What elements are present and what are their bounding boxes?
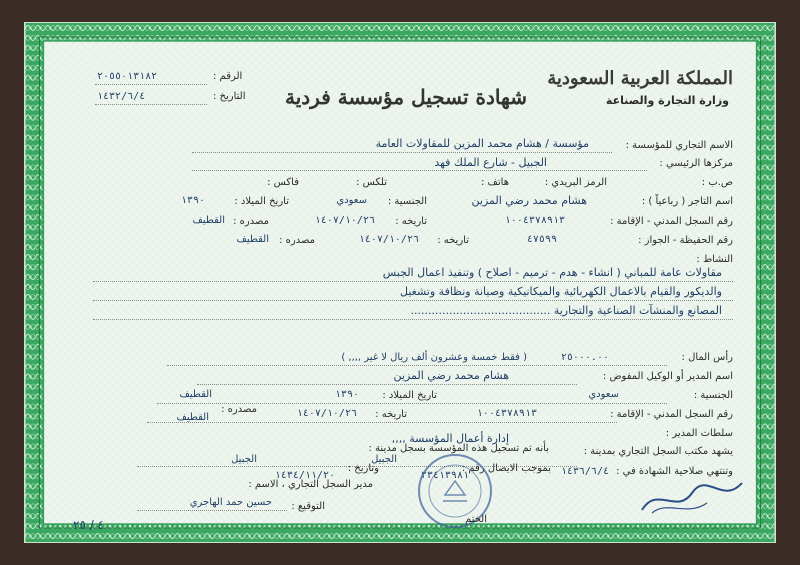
reg-number-label: بموجب الايصال رقم : <box>461 463 551 474</box>
capital-words: ( فقط خمسة وعشرون ألف ريال لا غير ,,,, ) <box>341 352 527 363</box>
family-source-label: مصدره : <box>279 235 315 246</box>
manager-birth-label: تاريخ الميلاد : <box>382 390 437 401</box>
manager-nationality-label: الجنسية : <box>693 390 733 401</box>
reg-number-value: ٢٣٤١٣٩٨١ <box>420 470 469 481</box>
director-underline <box>137 510 287 511</box>
director-label: مدير السجل التجاري ، الاسم : <box>248 479 373 490</box>
manager-name-label: اسم المدير أو الوكيل المفوض : <box>602 371 733 382</box>
activity-line-2: والديكور والقيام بالاعمال الكهربائية والميكانيكية وصيانة ونظافة وتشغيل <box>400 285 722 298</box>
merchant-birth-value: ١٣٩٠ <box>180 195 205 206</box>
director-signature <box>637 475 747 520</box>
family-date-label: تاريخه : <box>437 235 469 246</box>
po-box-label: ص.ب : <box>701 177 733 188</box>
manager-powers-label: سلطات المدير : <box>665 428 733 439</box>
number-value: ٢٠٥٥٠١٣١٨٢ <box>97 71 158 82</box>
office-label: يشهد مكتب السجل التجاري بمدينة : <box>583 446 733 457</box>
manager-nationality-value: سعودي <box>588 389 619 400</box>
merchant-civil-label: رقم السجل المدني - الإقامة : <box>610 216 733 227</box>
certificate-title: شهادة تسجيل مؤسسة فردية <box>284 85 527 109</box>
manager-civil-source-label: مصدره : <box>221 404 257 415</box>
family-card-label: رقم الحفيظة - الجواز : <box>638 235 733 246</box>
activity-underline-1 <box>93 281 733 282</box>
expiry-value: ١٤٣٦/٦/٤ <box>560 466 609 477</box>
main-center-value: الجبيل - شارع الملك فهد <box>434 156 547 169</box>
merchant-civil-source-value: القطيف <box>192 215 225 226</box>
manager-powers-value: إدارة أعمال المؤسسة ,,,, <box>391 432 509 445</box>
activity-line-1: مقاولات عامة للمباني ( انشاء - هدم - ترميم - اصلاح ) وتنفيذ اعمال الجبس <box>382 266 722 279</box>
capital-amount: ٢٥٠٠٠.٠٠ <box>560 352 609 363</box>
trade-name-underline <box>192 152 612 153</box>
merchant-civil-date-value: ١٤٠٧/١٠/٢٦ <box>314 215 375 226</box>
seal-label: الختم <box>465 514 487 525</box>
main-center-underline <box>192 170 647 171</box>
office-value: الجبيل <box>371 454 397 465</box>
activity-label: النشاط : <box>696 254 733 265</box>
family-card-value: ٤٧٥٩٩ <box>526 234 557 245</box>
manager-birth-value: ١٣٩٠ <box>334 389 359 400</box>
manager-civil-value: ١٠٠٤٣٧٨٩١٣ <box>476 408 537 419</box>
manager-civil-underline <box>147 422 617 423</box>
capital-label: رأس المال : <box>681 352 733 363</box>
manager-name-underline <box>197 384 577 385</box>
manager-civil-date-label: تاريخه : <box>375 409 407 420</box>
manager-civil-source-value: القطيف <box>176 412 209 423</box>
capital-underline <box>167 365 667 366</box>
telex-label: تلكس : <box>356 177 387 188</box>
main-center-label: مركزها الرئيسي : <box>659 158 733 169</box>
bottom-number: ٤ / ٢٥ <box>73 518 105 532</box>
merchant-nationality-label: الجنسية : <box>387 196 427 207</box>
merchant-name-value: هشام محمد رضي المزين <box>471 194 587 207</box>
manager-name-value: هشام محمد رضي المزين <box>393 369 509 382</box>
signature-label: التوقيع : <box>291 501 325 512</box>
kingdom-name: المملكة العربية السعودية <box>547 68 733 89</box>
activity-underline-3 <box>93 319 733 320</box>
manager-civil-label: رقم السجل المدني - الإقامة : <box>610 409 733 420</box>
registered-city: الجبيل <box>231 454 257 465</box>
date-label: التاريخ : <box>213 91 246 102</box>
activity-line-3: المصانع والمنشآت الصناعية والتجارية ........................................ <box>410 304 722 317</box>
number-label: الرقم : <box>213 71 243 82</box>
merchant-civil-date-label: تاريخه : <box>395 216 427 227</box>
ministry-name: وزارة التجارة والصناعة <box>605 94 729 107</box>
trade-name-value: مؤسسة / هشام محمد المزين للمقاولات العامة <box>375 137 589 150</box>
expiry-label: وتنتهي صلاحية الشهادة في : <box>616 466 733 477</box>
manager-birth-place: القطيف <box>179 389 212 400</box>
fax-label: فاكس : <box>267 177 299 188</box>
date-value: ١٤٣٢/٦/٤ <box>97 91 146 102</box>
family-source-value: القطيف <box>236 234 269 245</box>
office-suffix: بأنه تم تسجيل هذه المؤسسة بسجل مدينة : <box>368 443 549 454</box>
reg-date-label: وتاريخ : <box>347 463 379 474</box>
activity-underline-2 <box>93 300 733 301</box>
trade-name-label: الاسم التجاري للمؤسسة : <box>625 140 733 151</box>
number-underline <box>95 84 207 85</box>
merchant-nationality-value: سعودي <box>336 195 367 206</box>
reg-date-value: ١٤٣٤/١١/٢٠ <box>274 470 335 481</box>
manager-civil-date-value: ١٤٠٧/١٠/٢٦ <box>296 408 357 419</box>
postal-code-label: الرمز البريدي : <box>544 177 607 188</box>
merchant-civil-value: ١٠٠٤٣٧٨٩١٣ <box>504 215 565 226</box>
director-name: حسين حمد الهاجري <box>189 497 272 508</box>
merchant-name-label: اسم التاجر ( رباعياً ) : <box>641 196 733 207</box>
merchant-civil-source-label: مصدره : <box>233 216 269 227</box>
family-date-value: ١٤٠٧/١٠/٢٦ <box>358 234 419 245</box>
date-underline <box>95 104 207 105</box>
phone-label: هاتف : <box>480 177 509 188</box>
certificate-paper <box>24 22 776 543</box>
merchant-birth-label: تاريخ الميلاد : <box>234 196 289 207</box>
